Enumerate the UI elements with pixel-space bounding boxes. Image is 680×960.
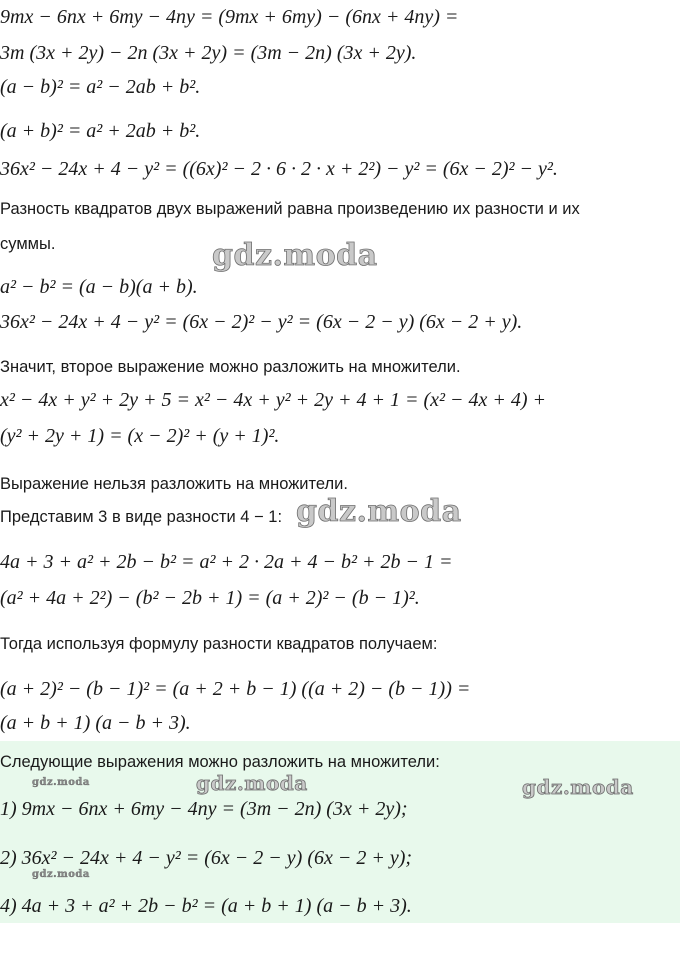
text-line-4: Выражение нельзя разложить на множители. <box>0 475 348 493</box>
watermark-logo: gdz.moda <box>212 238 378 273</box>
math-line-10: 4a + 3 + a² + 2b − b² = a² + 2 · 2a + 4 − b² + 2b − 1 = <box>0 551 453 573</box>
text-line-6: Тогда используя формулу разности квадратов получаем: <box>0 635 438 653</box>
math-line-8: x² − 4x + y² + 2y + 5 = x² − 4x + y² + 2y + 4 + 1 = (x² − 4x + 4) + <box>0 389 547 411</box>
text-line-3: Значит, второе выражение можно разложить на множители. <box>0 358 461 376</box>
text-line-5: Представим 3 в виде разности 4 − 1: <box>0 508 283 526</box>
math-line-11: (a² + 4a + 2²) − (b² − 2b + 1) = (a + 2)² − (b − 1)². <box>0 587 420 609</box>
math-line-6: a² − b² = (a − b)(a + b). <box>0 276 198 298</box>
math-line-1: 9mx − 6nx + 6my − 4ny = (9mx + 6my) − (6nx + 4ny) = <box>0 6 459 28</box>
watermark-logo: gdz.moda <box>522 775 634 799</box>
math-line-5: 36x² − 24x + 4 − y² = ((6x)² − 2 · 6 · 2 · x + 2²) − y² = (6x − 2)² − y². <box>0 158 558 180</box>
summary-item-2: 2) 36x² − 24x + 4 − y² = (6x − 2 − y) (6x − 2 + y); <box>0 847 413 869</box>
watermark-logo: gdz.moda <box>32 777 90 788</box>
text-line-2: суммы. <box>0 235 56 253</box>
summary-item-3: 4) 4a + 3 + a² + 2b − b² = (a + b + 1) (a − b + 3). <box>0 895 412 917</box>
text-line-1: Разность квадратов двух выражений равна произведению их разности и их <box>0 200 580 218</box>
watermark-logo: gdz.moda <box>32 869 90 880</box>
math-line-2: 3m (3x + 2y) − 2n (3x + 2y) = (3m − 2n) (3x + 2y). <box>0 42 417 64</box>
math-line-7: 36x² − 24x + 4 − y² = (6x − 2)² − y² = (6x − 2 − y) (6x − 2 + y). <box>0 311 523 333</box>
math-line-3: (a − b)² = a² − 2ab + b². <box>0 76 201 98</box>
math-line-12: (a + 2)² − (b − 1)² = (a + 2 + b − 1) ((a + 2) − (b − 1)) = <box>0 678 471 700</box>
math-line-4: (a + b)² = a² + 2ab + b². <box>0 120 201 142</box>
summary-item-1: 1) 9mx − 6nx + 6my − 4ny = (3m − 2n) (3x + 2y); <box>0 798 408 820</box>
math-line-13: (a + b + 1) (a − b + 3). <box>0 712 191 734</box>
math-line-9: (y² + 2y + 1) = (x − 2)² + (y + 1)². <box>0 425 280 447</box>
watermark-logo: gdz.moda <box>296 494 462 529</box>
watermark-logo: gdz.moda <box>196 771 308 795</box>
summary-heading: Следующие выражения можно разложить на множители: <box>0 753 440 771</box>
